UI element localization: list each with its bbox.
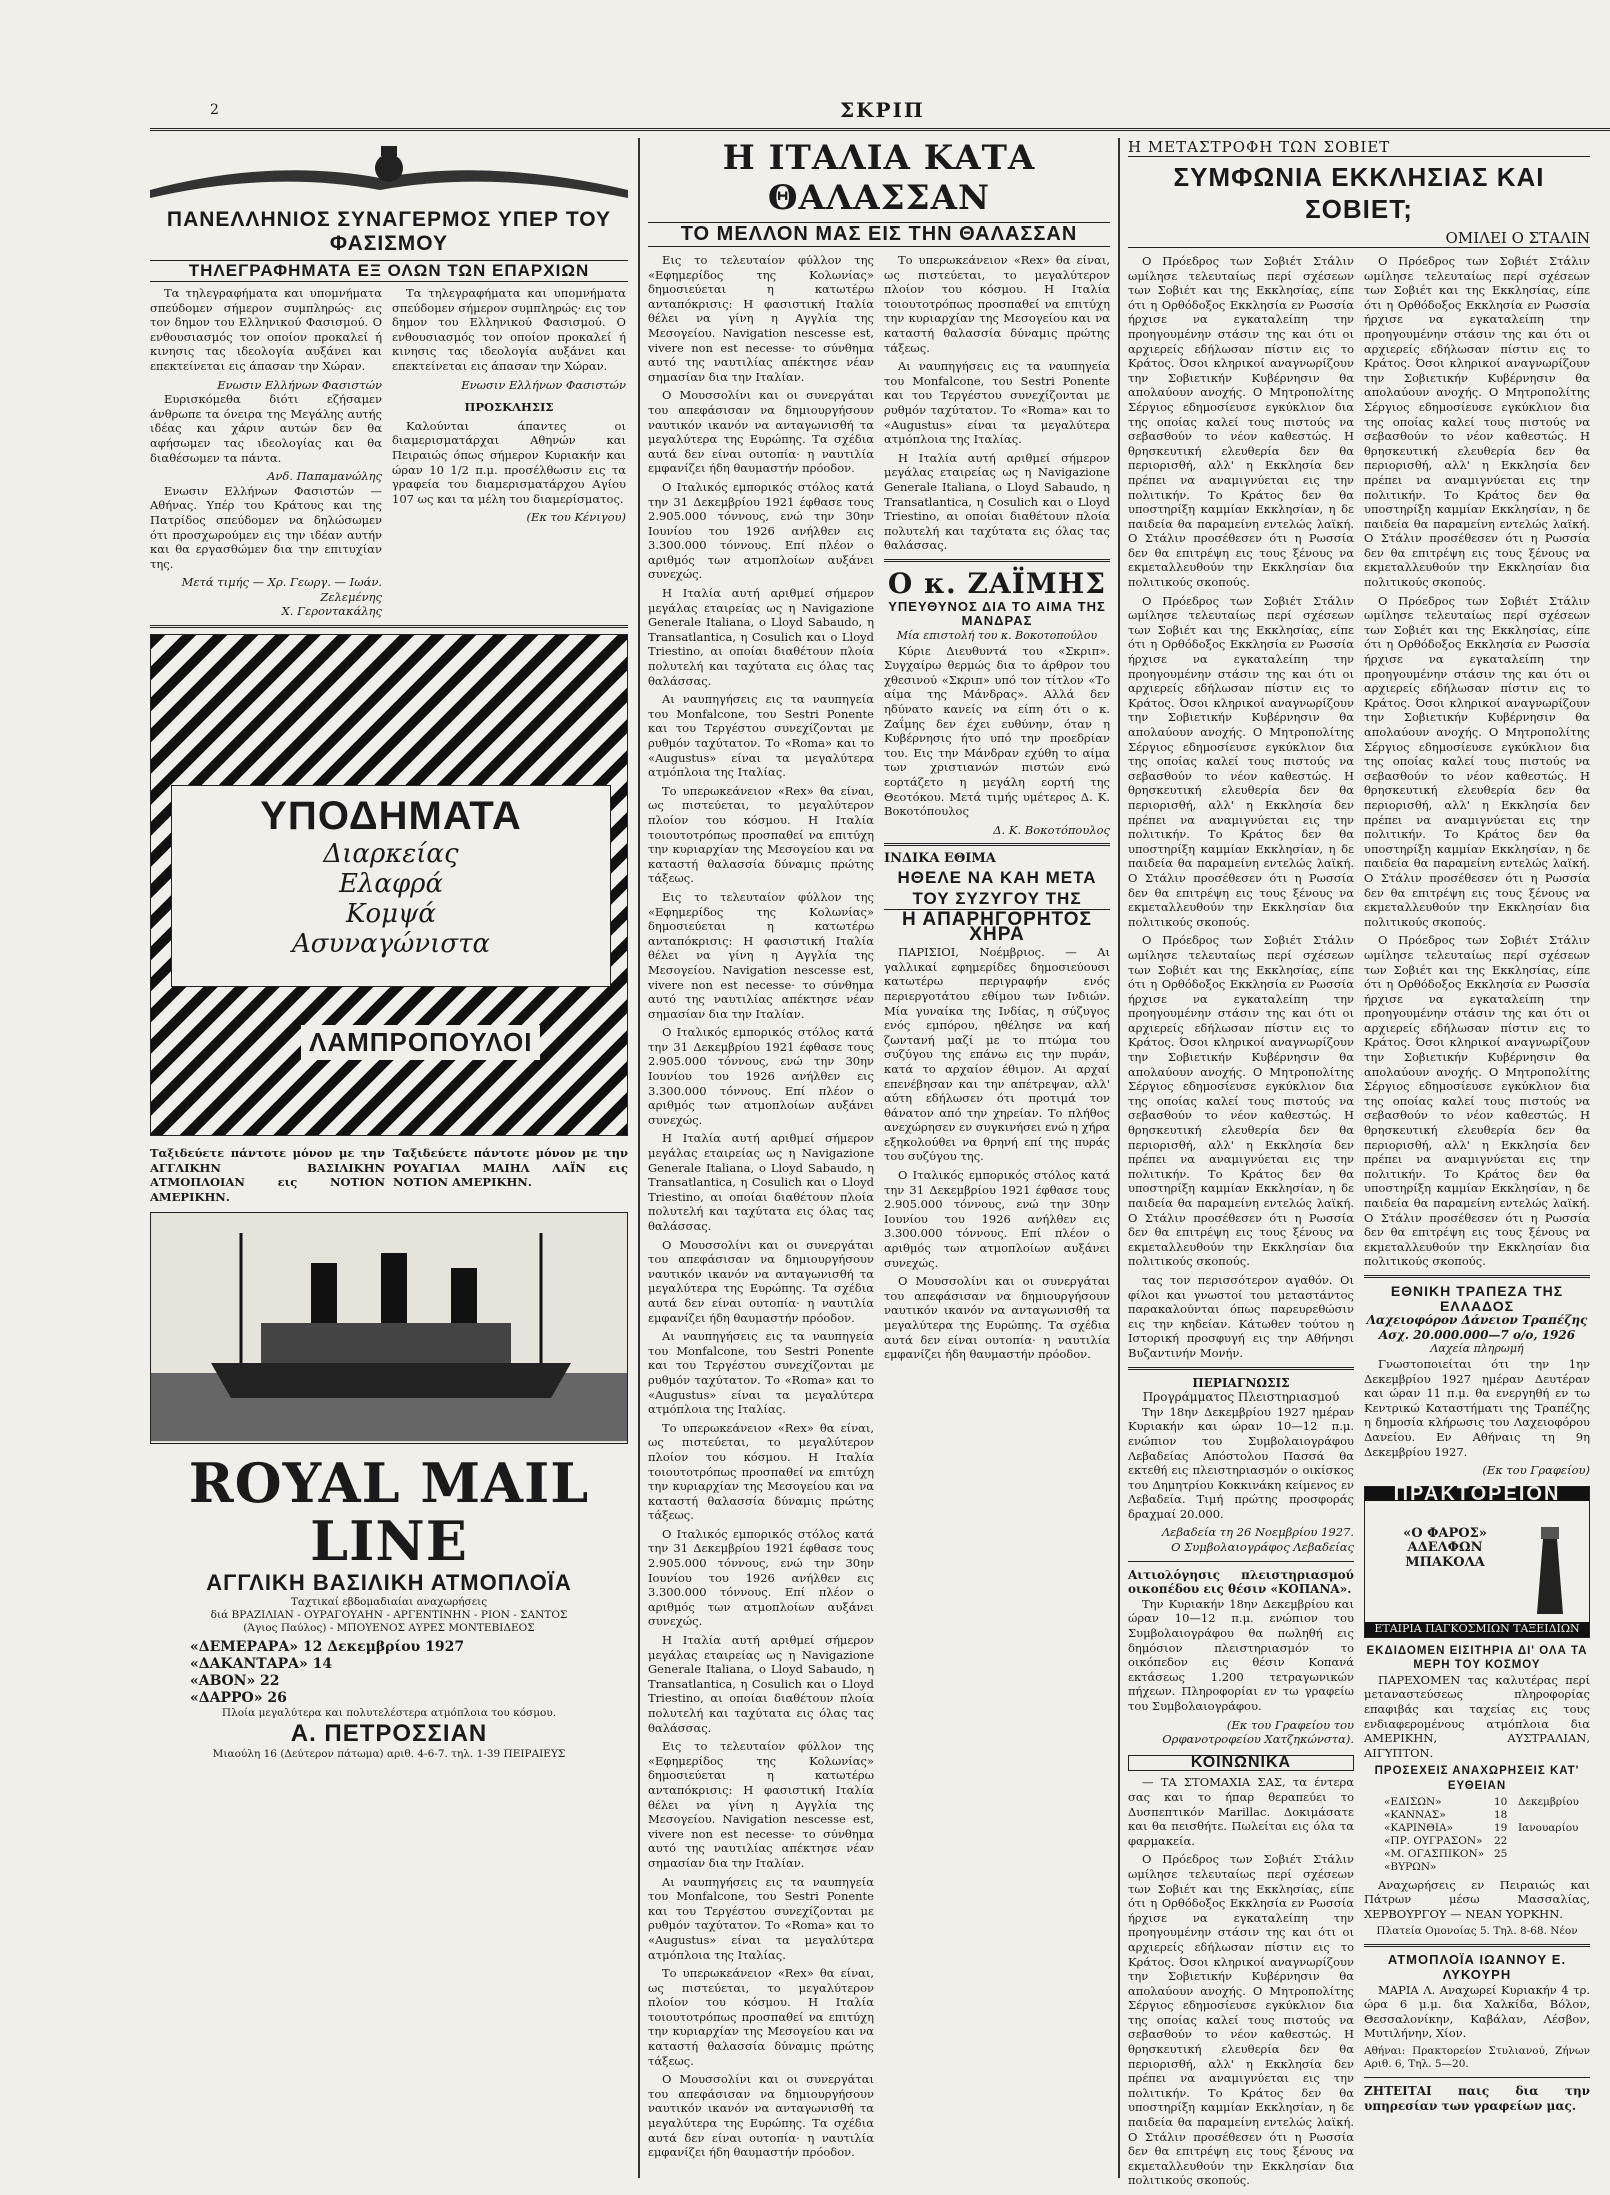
departure-row bbox=[1384, 1861, 1590, 1874]
ship-name: «ΠΡ. ΟΥΓΡΑΣΟΝ» bbox=[1384, 1834, 1483, 1847]
article-paragraph: Η Ιταλία αυτή αριθμεί σήμερον μεγάλας εταιρείας ως η Navigazione Generale Italiana, ο Lloyd Sabaudo, η Transatlantica, η Cosulich και ο Lloyd Triestino, αι οποίαι διαθέτουν πλοία πολυτελή και ταχύτατα εις όλας τας θαλάσσας. bbox=[648, 1131, 874, 1233]
article-paragraph: Αι ναυπηγήσεις εις τα ναυπηγεία του Monfalcone, του Sestri Ponente και του Τεργέστου συνεχίζονται με ρυθμόν ταχύτατον. Το «Roma» και το «Augustus» είναι τα μεγαλύτερα ατμόπλοια της Ιταλίας. bbox=[648, 1329, 874, 1417]
departure-day: 10 bbox=[1494, 1795, 1508, 1808]
text-block: Ευρισκόμεθα διότι εζήσαμεν άνθρωπε τα όνειρα της Μεγάλης αυτής ιδέας και χάριν αυτών δεν θα αφήσωμεν τας ιδεολογίας και θα διαθέσωμεν τα πάντα. bbox=[150, 392, 382, 465]
soviet-headline: ΣΥΜΦΩΝΙΑ ΕΚΚΛΗΣΙΑΣ ΚΑΙ ΣΟΒΙΕΤ; bbox=[1173, 162, 1545, 224]
ad-line: διά ΒΡΑΖΙΛΙΑΝ - ΟΥΡΑΓΟΥΑΗΝ - ΑΡΓΕΝΤΙΝΗΝ - ΡΙΟΝ - ΣΑΝΤΟΣ bbox=[210, 1609, 568, 1622]
column-middle bbox=[648, 138, 1110, 2178]
signature: Ανδ. Παπαμανώλης bbox=[267, 469, 382, 484]
indika-subheadline: Η ΑΠΑΡΗΓΟΡΗΤΟΣ ΧΗΡΑ bbox=[902, 908, 1092, 945]
shipping-blurb: Ταξιδεύετε πάντοτε μόνον με την ΑΓΓΛΙΚΗΝ ΒΑΣΙΛΙΚΗΝ ΑΤΜΟΠΛΟΙΑΝ εις ΝΟΤΙΟΝ ΑΜΕΡΙΚΗΝ. bbox=[150, 1146, 385, 1204]
tickets-text: ΠΑΡΕΧΟΜΕΝ τας καλυτέρας περί μεταναστεύσεως πληροφορίας επαφιβάς και ταχείας εις τους ενδιαφερομένους ατμόπλοια δια ΑΜΕΡΙΚΗΝ, ΑΥΣΤΡΑΛΙΑΝ, ΑΙΓΥΠΤΟΝ. bbox=[1364, 1672, 1590, 1760]
article-paragraph: Το υπερωκεάνειον «Rex» θα είναι, ως πιστεύεται, το μεγαλύτερον πλοίον του κόσμου. Η Ιταλία τοιουτοτρόπως προσπαθεί να επιτύχη την κυριαρχίαν της Μεσογείου και να καταστή θαλασσία δύναμις πρώτης τάξεως. bbox=[648, 1966, 874, 2068]
article-paragraph: Ο Πρόεδρος των Σοβιέτ Στάλιν ωμίλησε τελευταίως περί σχέσεων των Σοβιέτ και της Εκκλησίας, είπε ότι η Ορθόδοξος Εκκλησία εν Ρωσσία ήρχισε να εγκαταλείπη την προηγουμένην στάσιν της και ότι οι αρχιερείς εδήλωσαν πίστιν εις το Κράτος. Όσοι κληρικοί αναγνωρίζουν την Σοβιετικήν Κυβέρνησιν θα απολαύουν ανοχής. Ο Μητροπολίτης Σέργιος εδημοσίευσε εγκύκλιον δια της οποίας καλεί τους πιστούς να σεβασθούν το νέον καθεστώς. Η θρησκευτική ελευθερία δεν θα περιορισθή, αλλ' η Εκκλησία δεν πρέπει να αναμιγνύεται εις την πολιτικήν. Το Κράτος δεν θα υποστηρίξη καμμίαν Εκκλησίαν, η δε παιδεία θα παραμείνη εντελώς λαϊκή. Ο Στάλιν προσέθεσεν ότι η Ρωσσία δεν θα επιτρέψη εις τους ξένους να εκμεταλλευθούν την Εκκλησίαν δια πολιτικούς σκοπούς. bbox=[1128, 1852, 1354, 2188]
column-rule bbox=[638, 138, 640, 2178]
tickets-title: ΕΚΔΙΔΟΜΕΝ ΕΙΣΙΤΗΡΙΑ ΔΙ' ΟΛΑ ΤΑ ΜΕΡΗ ΤΟΥ ΚΟΣΜΟΥ bbox=[1366, 1644, 1588, 1672]
text-block: Τα τηλεγραφήματα και υπομνήματα σπεύδομεν σήμερον συμπληρώς· εις τον δημον του Ελληνικού Φασισμού. Ο ενθουσιασμός τον οποίον προκαλεί ή κινησις τας ιδεολογία αυξάνει και επεκτείνεται εις άπασαν την Χώραν. bbox=[150, 286, 382, 373]
agency-address: Πλατεία Ομονοίας 5. Τηλ. 8-68. Νέον bbox=[1376, 1925, 1578, 1938]
zaimis-subheadline: ΥΠΕΥΘΥΝΟΣ ΔΙΑ ΤΟ ΑΙΜΑ ΤΗΣ ΜΑΝΔΡΑΣ bbox=[888, 598, 1106, 629]
article-paragraph: Ο Μουσσολίνι και οι συνεργάται του απεφάσισαν να δημιουργήσουν ναυτικόν ικανόν να ανταγωνισθή τα μεγαλύτερα της Ευρώπης. Τα σχέδια αυτά δεν είναι ουτοπία· η ναυτιλία εμφανίζει ήδη θαυμαστήν πρόοδον. bbox=[648, 2072, 874, 2160]
italy-headline: Η ΙΤΑΛΙΑ ΚΑΤΑ ΘΑΛΑΣΣΑΝ bbox=[722, 138, 1036, 218]
agency-subtitle: ΕΤΑΙΡΙΑ ΠΑΓΚΟΣΜΙΩΝ ΤΑΞΕΙΔΙΩΝ bbox=[1365, 1622, 1589, 1637]
ad-address: Μιαούλη 16 (Δεύτερον πάτωμα) αριθ. 4-6-7. τηλ. 1-39 ΠΕΙΡΑΙΕΥΣ bbox=[212, 1748, 566, 1761]
article-paragraph: Ο Πρόεδρος των Σοβιέτ Στάλιν ωμίλησε τελευταίως περί σχέσεων των Σοβιέτ και της Εκκλησίας, είπε ότι η Ορθόδοξος Εκκλησία εν Ρωσσία ήρχισε να εγκαταλείπη την προηγουμένην στάσιν της και ότι οι αρχιερείς εδήλωσαν πίστιν εις το Κράτος. Όσοι κληρικοί αναγνωρίζουν την Σοβιετικήν Κυβέρνησιν θα απολαύουν ανοχής. Ο Μητροπολίτης Σέργιος εδημοσίευσε εγκύκλιον δια της οποίας καλεί τους πιστούς να σεβασθούν το νέον καθεστώς. Η θρησκευτική ελευθερία δεν θα περιορισθή, αλλ' η Εκκλησία δεν πρέπει να αναμιγνύεται εις την πολιτικήν. Το Κράτος δεν θα υποστηρίξη καμμίαν Εκκλησίαν, η δε παιδεία θα παραμείνη εντελώς λαϊκή. Ο Στάλιν προσέθεσεν ότι η Ρωσσία δεν θα επιτρέψη εις τους ξένους να εκμεταλλευθούν την Εκκλησίαν δια πολιτικούς σκοπούς. bbox=[1364, 254, 1590, 590]
ad-agent: Α. ΠΕΤΡΟΣΣΙΑΝ bbox=[290, 1720, 488, 1748]
copana-title: Αιτιολόγησις πλειστηριασμού οικοπέδου εις θέσιν «ΚΟΠΑΝΑ». bbox=[1128, 1567, 1354, 1597]
article-paragraph: Ο Πρόεδρος των Σοβιέτ Στάλιν ωμίλησε τελευταίως περί σχέσεων των Σοβιέτ και της Εκκλησίας, είπε ότι η Ορθόδοξος Εκκλησία εν Ρωσσία ήρχισε να εγκαταλείπη την προηγουμένην στάσιν της και ότι οι αρχιερείς εδήλωσαν πίστιν εις το Κράτος. Όσοι κληρικοί αναγνωρίζουν την Σοβιετικήν Κυβέρνησιν θα απολαύουν ανοχής. Ο Μητροπολίτης Σέργιος εδημοσίευσε εγκύκλιον δια της οποίας καλεί τους πιστούς να σεβασθούν το νέον καθεστώς. Η θρησκευτική ελευθερία δεν θα περιορισθή, αλλ' η Εκκλησία δεν πρέπει να αναμιγνύεται εις την πολιτικήν. Το Κράτος δεν θα υποστηρίξη καμμίαν Εκκλησίαν, η δε παιδεία θα παραμείνη εντελώς λαϊκή. Ο Στάλιν προσέθεσεν ότι η Ρωσσία δεν θα επιτρέψη εις τους ξένους να εκμεταλλευθούν την Εκκλησίαν δια πολιτικούς σκοπούς. bbox=[1364, 593, 1590, 929]
ad-note: Πλοία μεγαλύτερα και πολυτελέστερα ατμόπλοια του κόσμου. bbox=[221, 1707, 557, 1720]
bank-subtitle-2: Λαχεία πληρωμή bbox=[1430, 1342, 1524, 1356]
agency-advertisement bbox=[1364, 1482, 1590, 1638]
auction-kicker: ΠΕΡΙΑΓΝΩΣΙΣ bbox=[1192, 1375, 1290, 1390]
fascism-telegrams-right bbox=[392, 286, 626, 619]
ad-slogan: Κομψά bbox=[346, 899, 436, 930]
eagle-emblem-icon bbox=[150, 138, 628, 208]
signature: Ενωσιν Ελλήνων Φασιστών bbox=[217, 377, 382, 392]
ad-brand: ΥΠΟΔΗΜΑΤΑ bbox=[260, 794, 522, 839]
article-paragraph: Η Ιταλία αυτή αριθμεί σήμερον μεγάλας εταιρείας ως η Navigazione Generale Italiana, ο Lloyd Sabaudo, η Transatlantica, η Cosulich και ο Lloyd Triestino, αι οποίαι διαθέτουν πλοία πολυτελή και ταχύτατα εις όλας τας θαλάσσας. bbox=[648, 1633, 874, 1735]
article-paragraph: Αι ναυπηγήσεις εις τα ναυπηγεία του Monfalcone, του Sestri Ponente και του Τεργέστου συνεχίζονται με ρυθμόν ταχύτατον. Το «Roma» και το «Augustus» είναι τα μεγαλύτερα ατμόπλοια της Ιταλίας. bbox=[648, 1874, 874, 1962]
fascism-title: ΠΑΝΕΛΛΗΝΙΟΣ ΣΥΝΑΓΕΡΜΟΣ ΥΠΕΡ ΤΟΥ ΦΑΣΙΣΜΟΥ bbox=[166, 208, 612, 255]
departures-title: ΠΡΟΣΕΧΕΙΣ ΑΝΑΧΩΡΗΣΕΙΣ ΚΑΤ' ΕΥΘΕΙΑΝ bbox=[1374, 1765, 1580, 1793]
column-right bbox=[1128, 138, 1590, 2188]
departure-row bbox=[1384, 1848, 1590, 1861]
soviet-article-right bbox=[1364, 254, 1590, 2192]
ship-name: «Μ. ΟΓΑΣΠΙΚΟΝ» bbox=[1384, 1847, 1485, 1860]
atmoploia-address: Αθήναι: Πρακτορείον Στυλιανού, Ζήνων Αριθ. 6, Τηλ. 5—20. bbox=[1364, 2044, 1590, 2070]
departure-day: 18 bbox=[1494, 1808, 1508, 1821]
signature: Μετά τιμής — Χρ. Γεωργ. — Ιωάν. Ζελεμένης bbox=[181, 575, 382, 604]
article-paragraph: Ο Μουσσολίνι και οι συνεργάται του απεφάσισαν να δημιουργήσουν ναυτικόν ικανόν να ανταγωνισθή τα μεγαλύτερα της Ευρώπης. Τα σχέδια αυτά δεν είναι ουτοπία· η ναυτιλία εμφανίζει ήδη θαυμαστήν πρόοδον. bbox=[648, 388, 874, 476]
departure-list bbox=[1384, 1796, 1590, 1874]
signature: (Εκ του Κένιγου) bbox=[526, 510, 626, 525]
article-paragraph: Αι ναυπηγήσεις εις τα ναυπηγεία του Monfalcone, του Sestri Ponente και του Τεργέστου συνεχίζονται με ρυθμόν ταχύτατον. Το «Roma» και το «Augustus» είναι τα μεγαλύτερα ατμόπλοια της Ιταλίας. bbox=[648, 692, 874, 780]
article-paragraph: Ο Ιταλικός εμπορικός στόλος κατά την 31 Δεκεμβρίου 1921 έφθασε τους 2.905.000 τόννους, ενώ την 30ην Ιουνίου του 1926 ανήλθεν εις 3.300.000 τόννους. Επί πλέον ο αριθμός των ατμοπλοίων αυξάνει συνεχώς. bbox=[648, 479, 874, 582]
article-paragraph: Η Ιταλία αυτή αριθμεί σήμερον μεγάλας εταιρείας ως η Navigazione Generale Italiana, ο Lloyd Sabaudo, η Transatlantica, η Cosulich και ο Lloyd Triestino, αι οποίαι διαθέτουν πλοία πολυτελή και ταχύτατα εις όλας τας θαλάσσας. bbox=[884, 450, 1110, 553]
article-paragraph: Το υπερωκεάνειον «Rex» θα είναι, ως πιστεύεται, το μεγαλύτερον πλοίον του κόσμου. Η Ιταλία τοιουτοτρόπως προσπαθεί να επιτύχη την κυριαρχίαν της Μεσογείου και να καταστή θαλασσία δύναμις πρώτης τάξεως. bbox=[648, 1420, 874, 1523]
soviet-article-left bbox=[1128, 254, 1354, 2192]
ad-line: (Άγιος Παύλος) - ΜΠΟΥΕΝΟΣ ΑΥΡΕΣ ΜΟΝΤΕΒΙΔΕΟΣ bbox=[243, 1622, 535, 1635]
departure-month: Δεκεμβρίου bbox=[1518, 1795, 1579, 1808]
article-paragraph: Ο Ιταλικός εμπορικός στόλος κατά την 31 Δεκεμβρίου 1921 έφθασε τους 2.905.000 τόννους, ενώ την 30ην Ιουνίου του 1926 ανήλθεν εις 3.300.000 τόννους. Επί πλέον ο αριθμός των ατμοπλοίων αυξάνει συνεχώς. bbox=[648, 1526, 874, 1629]
departure-row bbox=[1384, 1796, 1590, 1809]
indika-kicker: ΙΝΔΙΚΑ ΕΘΙΜΑ bbox=[884, 851, 996, 867]
shoe-advertisement bbox=[150, 634, 628, 1136]
sailing-item: «ΔΑΚΑΝΤΑΡΑ» 14 bbox=[190, 1656, 333, 1673]
royal-mail-line-ad bbox=[150, 1451, 628, 1761]
article-paragraph: Ο Πρόεδρος των Σοβιέτ Στάλιν ωμίλησε τελευταίως περί σχέσεων των Σοβιέτ και της Εκκλησίας, είπε ότι η Ορθόδοξος Εκκλησία εν Ρωσσία ήρχισε να εγκαταλείπη την προηγουμένην στάσιν της και ότι οι αρχιερείς εδήλωσαν πίστιν εις το Κράτος. Όσοι κληρικοί αναγνωρίζουν την Σοβιετικήν Κυβέρνησιν θα απολαύουν ανοχής. Ο Μητροπολίτης Σέργιος εδημοσίευσε εγκύκλιον δια της οποίας καλεί τους πιστούς να σεβασθούν το νέον καθεστώς. Η θρησκευτική ελευθερία δεν θα περιορισθή, αλλ' η Εκκλησία δεν πρέπει να αναμιγνύεται εις την πολιτικήν. Το Κράτος δεν θα υποστηρίξη καμμίαν Εκκλησίαν, η δε παιδεία θα παραμείνη εντελώς λαϊκή. Ο Στάλιν προσέθεσεν ότι η Ρωσσία δεν θα επιτρέψη εις τους ξένους να εκμεταλλευθούν την Εκκλησίαν δια πολιτικούς σκοπούς. bbox=[1364, 933, 1590, 1269]
ship-icon bbox=[151, 1213, 627, 1441]
article-paragraph: Ο Μουσσολίνι και οι συνεργάται του απεφάσισαν να δημιουργήσουν ναυτικόν ικανόν να ανταγωνισθή τα μεγαλύτερα της Ευρώπης. Τα σχέδια αυτά δεν είναι ουτοπία· η ναυτιλία εμφανίζει ήδη θαυμαστήν πρόοδον. bbox=[884, 1274, 1110, 1362]
ad-panel bbox=[171, 785, 611, 987]
prosklisis-text: Καλούνται άπαντες οι διαμερισματάρχαι Αθηνών και Πειραιώς όπως σήμερον Κυριακήν και ώραν 10 1/2 π.μ. προσέλθωσιν εις τα γραφεία του διαμερισματάρχου Αγίου 107 ως και τα μέλη του διαμερίσματος. bbox=[392, 418, 626, 506]
article-paragraph: Ο Πρόεδρος των Σοβιέτ Στάλιν ωμίλησε τελευταίως περί σχέσεων των Σοβιέτ και της Εκκλησίας, είπε ότι η Ορθόδοξος Εκκλησία εν Ρωσσία ήρχισε να εγκαταλείπη την προηγουμένην στάσιν της και ότι οι αρχιερείς εδήλωσαν πίστιν εις το Κράτος. Όσοι κληρικοί αναγνωρίζουν την Σοβιετικήν Κυβέρνησιν θα απολαύουν ανοχής. Ο Μητροπολίτης Σέργιος εδημοσίευσε εγκύκλιον δια της οποίας καλεί τους πιστούς να σεβασθούν το νέον καθεστώς. Η θρησκευτική ελευθερία δεν θα περιορισθή, αλλ' η Εκκλησία δεν πρέπει να αναμιγνύεται εις την πολιτικήν. Το Κράτος δεν θα υποστηρίξη καμμίαν Εκκλησίαν, η δε παιδεία θα παραμείνη εντελώς λαϊκή. Ο Στάλιν προσέθεσεν ότι η Ρωσσία δεν θα επιτρέψη εις τους ξένους να εκμεταλλευθούν την Εκκλησίαν δια πολιτικούς σκοπούς. bbox=[1128, 254, 1354, 590]
ad-slogan: Διαρκείας bbox=[323, 839, 459, 870]
signature: Ο Συμβολαιογράφος Λεβαδείας bbox=[1171, 1540, 1354, 1555]
departure-row bbox=[1384, 1809, 1590, 1822]
copana-text: Την Κυριακήν 18ην Δεκεμβρίου και ώραν 10—12 π.μ. ενώπιον του Συμβολαιογράφου θα πωληθή εις δημόσιον πλειστηριασμόν το οικόπεδον εις θέσιν Κοπανά εκτάσεως 1.200 τετραγωνικών πήχεων. Πληροφορίαι εν τω γραφείω του Συμβολαιογράφου. bbox=[1128, 1596, 1354, 1713]
departures-note: Αναχωρήσεις εν Πειραιώς και Πάτρων μέσω Μασσαλίας, ΧΕΡΒΟΥΡΓΟΥ — ΝΕΑΝ ΥΟΡΚΗΝ. bbox=[1364, 1877, 1590, 1921]
italy-subheadline: ΤΟ ΜΕΛΛΟΝ ΜΑΣ ΕΙΣ ΤΗΝ ΘΑΛΑΣΣΑΝ bbox=[648, 222, 1110, 247]
article-paragraph: Ο Πρόεδρος των Σοβιέτ Στάλιν ωμίλησε τελευταίως περί σχέσεων των Σοβιέτ και της Εκκλησίας, είπε ότι η Ορθόδοξος Εκκλησία εν Ρωσσία ήρχισε να εγκαταλείπη την προηγουμένην στάσιν της και ότι οι αρχιερείς εδήλωσαν πίστιν εις το Κράτος. Όσοι κληρικοί αναγνωρίζουν την Σοβιετικήν Κυβέρνησιν θα απολαύουν ανοχής. Ο Μητροπολίτης Σέργιος εδημοσίευσε εγκύκλιον δια της οποίας καλεί τους πιστούς να σεβασθούν το νέον καθεστώς. Η θρησκευτική ελευθερία δεν θα περιορισθή, αλλ' η Εκκλησία δεν πρέπει να αναμιγνύεται εις την πολιτικήν. Το Κράτος δεν θα υποστηρίξη καμμίαν Εκκλησίαν, η δε παιδεία θα παραμείνη εντελώς λαϊκή. Ο Στάλιν προσέθεσεν ότι η Ρωσσία δεν θα επιτρέψη εις τους ξένους να εκμεταλλευθούν την Εκκλησίαν δια πολιτικούς σκοπούς. bbox=[1128, 593, 1354, 929]
wanted-ad: ΖΗΤΕΙΤΑΙ παις δια την υπηρεσίαν των γραφείων μας. bbox=[1364, 2083, 1590, 2113]
prosklisis-heading: ΠΡΟΣΚΛΗΣΙΣ bbox=[464, 400, 554, 415]
auction-date: Λεβαδεία τη 26 Νοεμβρίου 1927. bbox=[1161, 1525, 1354, 1540]
ad-slogans bbox=[172, 839, 610, 959]
zaimis-text: Κύριε Διευθυντά του «Σκριπ». Συγχαίρω θερμώς δια το άρθρον του χθεσινού «Σκριπ» υπό τον τίτλον «Το αίμα της Μάνδρας». Αλλά δεν ηδύνατο κανείς να είπη ότι ο κ. Ζαΐμης δεν έχει ευθύνην, όταν η Κυβέρνησις ήτο υπό την προεδρίαν του. Εις την Μάνδραν εχύθη το αίμα των χριστιανών πιστών ενώ εορτάζετο η μεγάλη εορτή της Θεοτόκου. Μετά τιμής υμέτερος Δ. Κ. Βοκοτόπουλος bbox=[884, 643, 1110, 819]
ship-name: «ΚΑΝΝΑΣ» bbox=[1384, 1808, 1446, 1821]
signature: Χ. Γεροντακάλης bbox=[281, 604, 382, 619]
article-paragraph: Ο Μουσσολίνι και οι συνεργάται του απεφάσισαν να δημιουργήσουν ναυτικόν ικανόν να ανταγωνισθή τα μεγαλύτερα της Ευρώπης. Τα σχέδια αυτά δεν είναι ουτοπία· η ναυτιλία εμφανίζει ήδη θαυμαστήν πρόοδον. bbox=[648, 1237, 874, 1325]
agency-name: «Ο ΦΑΡΟΣ» ΑΔΕΛΦΩΝ ΜΠΑΚΟΛΑ bbox=[1403, 1525, 1487, 1570]
signature: Ενωσιν Ελλήνων Φασιστών bbox=[461, 377, 626, 392]
article-paragraph: Το υπερωκεάνειον «Rex» θα είναι, ως πιστεύεται, το μεγαλύτερον πλοίον του κόσμου. Η Ιταλία τοιουτοτρόπως προσπαθεί να επιτύχη την κυριαρχίαν της Μεσογείου και να καταστή θαλασσία δύναμις πρώτης τάξεως. bbox=[884, 253, 1110, 355]
ad-slogan: Ασυναγώνιστα bbox=[291, 929, 491, 960]
ad-subtitle: ΑΓΓΛΙΚΗ ΒΑΣΙΛΙΚΗ ΑΤΜΟΠΛΟΪΑ bbox=[206, 1570, 572, 1596]
article-paragraph: Αι ναυπηγήσεις εις τα ναυπηγεία του Monfalcone, του Sestri Ponente και του Τεργέστου συνεχίζονται με ρυθμόν ταχύτατον. Το «Roma» και το «Augustus» είναι τα μεγαλύτερα ατμόπλοια της Ιταλίας. bbox=[884, 359, 1110, 447]
bank-text: Γνωστοποιείται ότι την 1ην Δεκεμβρίου 1927 ημέραν Δευτέραν και ώραν 11 π.μ. θα ενεργηθή εν τω Κεντρικώ Καταστήματι της Τραπέζης η δημοσία κλήρωσις του Λαχειοφόρου Δανείου. Εν Αθήναις τη 9η Δεκεμβρίου 1927. bbox=[1364, 1356, 1590, 1459]
ship-name: «ΒΥΡΩΝ» bbox=[1384, 1860, 1437, 1873]
sailing-item: «ΑΒΟΝ» 22 bbox=[190, 1673, 280, 1690]
social-heading: ΚΟΙΝΩΝΙΚΑ bbox=[1128, 1755, 1354, 1772]
signature: (Εκ του Γραφείου του Ορφανοτροφείου Χατζηκώνστα). bbox=[1162, 1717, 1354, 1747]
lighthouse-icon bbox=[1525, 1519, 1575, 1619]
italy-article bbox=[648, 253, 1110, 2164]
sailing-list bbox=[190, 1639, 628, 1707]
departure-day bbox=[1494, 1861, 1518, 1874]
sailing-item: «ΔΕΜΕΡΑΡΑ» 12 Δεκεμβρίου 1927 bbox=[190, 1639, 465, 1656]
zaimis-kicker: Μία επιστολή του κ. Βοκοτοπούλου bbox=[896, 629, 1098, 643]
agency-title: ΠΡΑΚΤΟΡΕΙΟΝ bbox=[1365, 1487, 1589, 1502]
departure-day: 22 bbox=[1494, 1834, 1508, 1847]
departure-month: Ιανουαρίου bbox=[1518, 1821, 1579, 1834]
article-paragraph: Ο Ιταλικός εμπορικός στόλος κατά την 31 Δεκεμβρίου 1921 έφθασε τους 2.905.000 τόννους, ενώ την 30ην Ιουνίου του 1926 ανήλθεν εις 3.300.000 τόννους. Επί πλέον ο αριθμός των ατμοπλοίων αυξάνει συνεχώς. bbox=[884, 1168, 1110, 1270]
indika-text: ΠΑΡΙΣΙΟΙ, Νοέμβριος. — Αι γαλλικαί εφημερίδες δημοσιεύουσι κατωτέρω περιγραφήν ενός περιεργοτάτου εθίμου των Ινδιών. Μία γυναίκα της Ινδίας, η σύζυγος ενός εμπόρου, ηθέλησε να καή ζωντανή μαζί με το πτώμα του συζύγου της επάνω εις την πυράν, κατά το αρχαίον έθιμον. Αι αρχαί επενέβησαν και την απέτρεψαν, αλλ' αύτη εδήλωσεν ότι προτιμά τον θάνατον από την χηρείαν. Το πλήθος ανεχώρησεν εν συγκινήσει ενώ η χήρα εξηκολούθει να θρηνή επί της πυράς του συζύγου της. bbox=[884, 945, 1110, 1164]
auction-title: Προγράμματος Πλειστηριασμού bbox=[1142, 1390, 1340, 1405]
article-paragraph: Εις το τελευταίον φύλλον της «Εφημερίδος της Κολωνίας» δημοσιεύεται η κατωτέρω ανταπόκρισις: Η φασιστική Ιταλία θέλει να γίνη η Αγγλία της Μεσογείου. Navigation nescesse est, vivere non est necesse· το σύνθημα αυτό της ναυτιλίας απέκτησε νέαν σημασίαν δια την Ιταλίαν. bbox=[648, 1739, 874, 1870]
soviet-kicker: Η ΜΕΤΑΣΤΡΟΦΗ ΤΩΝ ΣΟΒΙΕΤ bbox=[1128, 138, 1590, 157]
masthead bbox=[150, 98, 1610, 131]
bank-subtitle: Λαχειοφόρον Δάνειον Τραπέζης Ασχ. 20.000.000—7 ο/ο, 1926 bbox=[1366, 1313, 1588, 1342]
departure-day: 25 bbox=[1494, 1847, 1508, 1860]
departure-row bbox=[1384, 1822, 1590, 1835]
soviet-subkicker: ΟΜΙΛΕΙ Ο ΣΤΑΛΙΝ bbox=[1128, 229, 1590, 248]
shipping-blurb: Ταξιδεύετε πάντοτε μόνον με την ΡΟΥΑΓΙΑΛ ΜΑΙΗΛ ΛΑΪΝ εις ΝΟΤΙΟΝ ΑΜΕΡΙΚΗΝ. bbox=[393, 1146, 628, 1190]
steamship-illustration bbox=[150, 1212, 628, 1444]
bank-title: ΕΘΝΙΚΗ ΤΡΑΠΕΖΑ ΤΗΣ ΕΛΛΑΔΟΣ bbox=[1390, 1282, 1564, 1314]
announcement: τας τον περισσότερον αγαθόν. Οι φίλοι και γνωστοί του μεταστάντος παρακαλούνται όπως παρευρεθώσιν εις την κηδείαν. Κάτωθεν τούτου η Ιστορική προσφυγή εις την Αθήνησι Βυζαντινήν Μονήν. bbox=[1128, 1272, 1354, 1360]
signature: Δ. Κ. Βοκοτόπουλος bbox=[993, 822, 1110, 837]
text-block: Ενωσιν Ελλήνων Φασιστών — Αθήνας. Υπέρ του Κράτους και της Πατρίδος σπεύδομεν να δηλώσωμεν ότι προσχωρούμεν εις την ιδέαν αυτήν και θα εργασθώμεν δια την επιτυχίαν της. bbox=[150, 483, 382, 571]
article-paragraph: Η Ιταλία αυτή αριθμεί σήμερον μεγάλας εταιρείας ως η Navigazione Generale Italiana, ο Lloyd Sabaudo, η Transatlantica, η Cosulich και ο Lloyd Triestino, αι οποίαι διαθέτουν πλοία πολυτελή και ταχύτατα εις όλας τας θαλάσσας. bbox=[648, 586, 874, 688]
atmoploia-text: ΜΑΡΙΑ Λ. Αναχωρεί Κυριακήν 4 τρ. ώρα 6 μ.μ. δια Χαλκίδα, Βόλον, Θεσσαλονίκην, Καβάλαν, Λέσβον, Μυτιλήνην, Χίον. bbox=[1364, 1982, 1590, 2041]
ship-name: «ΕΔΙΣΩΝ» bbox=[1384, 1795, 1442, 1808]
ad-title: ROYAL MAIL LINE bbox=[188, 1451, 590, 1574]
ad-shop-name: ΛΑΜΠΡΟΠΟΥΛΟΙ bbox=[301, 1025, 540, 1060]
sailing-item: «ΔΑΡΡΟ» 26 bbox=[190, 1690, 287, 1707]
text-block: Τα τηλεγραφήματα και υπομνήματα σπεύδομεν σήμερον συμπληρώς· εις τον δημον του Ελληνικού Φασισμού. Ο ενθουσιασμός τον οποίον προκαλεί ή κινησις τας ιδεολογία αυξάνει και επεκτείνεται εις άπασαν την Χώραν. bbox=[392, 286, 626, 373]
ship-name: «ΚΑΡΙΝΘΙΑ» bbox=[1384, 1821, 1454, 1834]
departure-day: 19 bbox=[1494, 1821, 1508, 1834]
social-text: — ΤΑ ΣΤΟΜΑΧΙΑ ΣΑΣ, τα έντερα σας και το ήπαρ θεραπεύει το Δυσπεπτικόν Marillac. Δοκιμάσατε και θα πεισθήτε. Πωλείται εις όλα τα φαρμακεία. bbox=[1128, 1775, 1354, 1848]
departure-row bbox=[1384, 1835, 1590, 1848]
article-paragraph: Ο Πρόεδρος των Σοβιέτ Στάλιν ωμίλησε τελευταίως περί σχέσεων των Σοβιέτ και της Εκκλησίας, είπε ότι η Ορθόδοξος Εκκλησία εν Ρωσσία ήρχισε να εγκαταλείπη την προηγουμένην στάσιν της και ότι οι αρχιερείς εδήλωσαν πίστιν εις το Κράτος. Όσοι κληρικοί αναγνωρίζουν την Σοβιετικήν Κυβέρνησιν θα απολαύουν ανοχής. Ο Μητροπολίτης Σέργιος εδημοσίευσε εγκύκλιον δια της οποίας καλεί τους πιστούς να σεβασθούν το νέον καθεστώς. Η θρησκευτική ελευθερία δεν θα περιορισθή, αλλ' η Εκκλησία δεν πρέπει να αναμιγνύεται εις την πολιτικήν. Το Κράτος δεν θα υποστηρίξη καμμίαν Εκκλησίαν, η δε παιδεία θα παραμείνη εντελώς λαϊκή. Ο Στάλιν προσέθεσεν ότι η Ρωσσία δεν θα επιτρέψη εις τους ξένους να εκμεταλλευθούν την Εκκλησίαν δια πολιτικούς σκοπούς. bbox=[1128, 933, 1354, 1269]
newspaper-name: ΣΚΡΙΠ bbox=[840, 98, 925, 122]
ad-slogan: Ελαφρά bbox=[338, 869, 444, 900]
fascism-telegrams bbox=[150, 286, 382, 619]
article-paragraph: Εις το τελευταίον φύλλον της «Εφημερίδος της Κολωνίας» δημοσιεύεται η κατωτέρω ανταπόκρισις: Η φασιστική Ιταλία θέλει να γίνη η Αγγλία της Μεσογείου. Navigation nescesse est, vivere non est necesse· το σύνθημα αυτό της ναυτιλίας απέκτησε νέαν σημασίαν δια την Ιταλίαν. bbox=[648, 253, 874, 384]
indika-headline: ΗΘΕΛΕ ΝΑ ΚΑΗ ΜΕΤΑ ΤΟΥ ΣΥΖΥΓΟΥ ΤΗΣ bbox=[884, 867, 1110, 910]
article-paragraph: Ο Ιταλικός εμπορικός στόλος κατά την 31 Δεκεμβρίου 1921 έφθασε τους 2.905.000 τόννους, ενώ την 30ην Ιουνίου του 1926 ανήλθεν εις 3.300.000 τόννους. Επί πλέον ο αριθμός των ατμοπλοίων αυξάνει συνεχώς. bbox=[648, 1025, 874, 1127]
signature: (Εκ του Γραφείου) bbox=[1482, 1463, 1590, 1478]
zaimis-headline: Ο κ. ΖΑΪΜΗΣ bbox=[887, 566, 1107, 600]
article-paragraph: Το υπερωκεάνειον «Rex» θα είναι, ως πιστεύεται, το μεγαλύτερον πλοίον του κόσμου. Η Ιταλία τοιουτοτρόπως προσπαθεί να επιτύχη την κυριαρχίαν της Μεσογείου και να καταστή θαλασσία δύναμις πρώτης τάξεως. bbox=[648, 783, 874, 886]
auction-text: Την 18ην Δεκεμβρίου 1927 ημέραν Κυριακήν και ώραν 10—12 π.μ. ενώπιον του Συμβολαιογράφου Λεβαδείας Απόστολου Πασσά θα εκτεθή εις πλειστηριασμόν ο οικίσκος του Δημητρίου Κοκκινάκη κείμενος εν Λεβαδεία. Τιμή πρώτης προσφοράς δραχμαί 20.000. bbox=[1128, 1404, 1354, 1521]
shipping-blurbs bbox=[150, 1146, 628, 1204]
article-paragraph: Εις το τελευταίον φύλλον της «Εφημερίδος της Κολωνίας» δημοσιεύεται η κατωτέρω ανταπόκρισις: Η φασιστική Ιταλία θέλει να γίνη η Αγγλία της Μεσογείου. Navigation nescesse est, vivere non est necesse· το σύνθημα αυτό της ναυτιλίας απέκτησε νέαν σημασίαν δια την Ιταλίαν. bbox=[648, 889, 874, 1021]
ad-line: Ταχτικαί εβδομαδιαίαι αναχωρήσεις bbox=[290, 1596, 488, 1609]
page-number: 2 bbox=[210, 102, 219, 118]
column-rule bbox=[1118, 138, 1120, 2178]
fascism-subtitle: ΤΗΛΕΓΡΑΦΗΜΑΤΑ ΕΞ ΟΛΩΝ ΤΩΝ ΕΠΑΡΧΙΩΝ bbox=[150, 260, 628, 282]
atmoploia-title: ΑΤΜΟΠΛΟΪΑ ΙΩΑΝΝΟΥ Ε. ΛΥΚΟΥΡΗ bbox=[1387, 1952, 1567, 1982]
column-left bbox=[150, 138, 628, 2178]
